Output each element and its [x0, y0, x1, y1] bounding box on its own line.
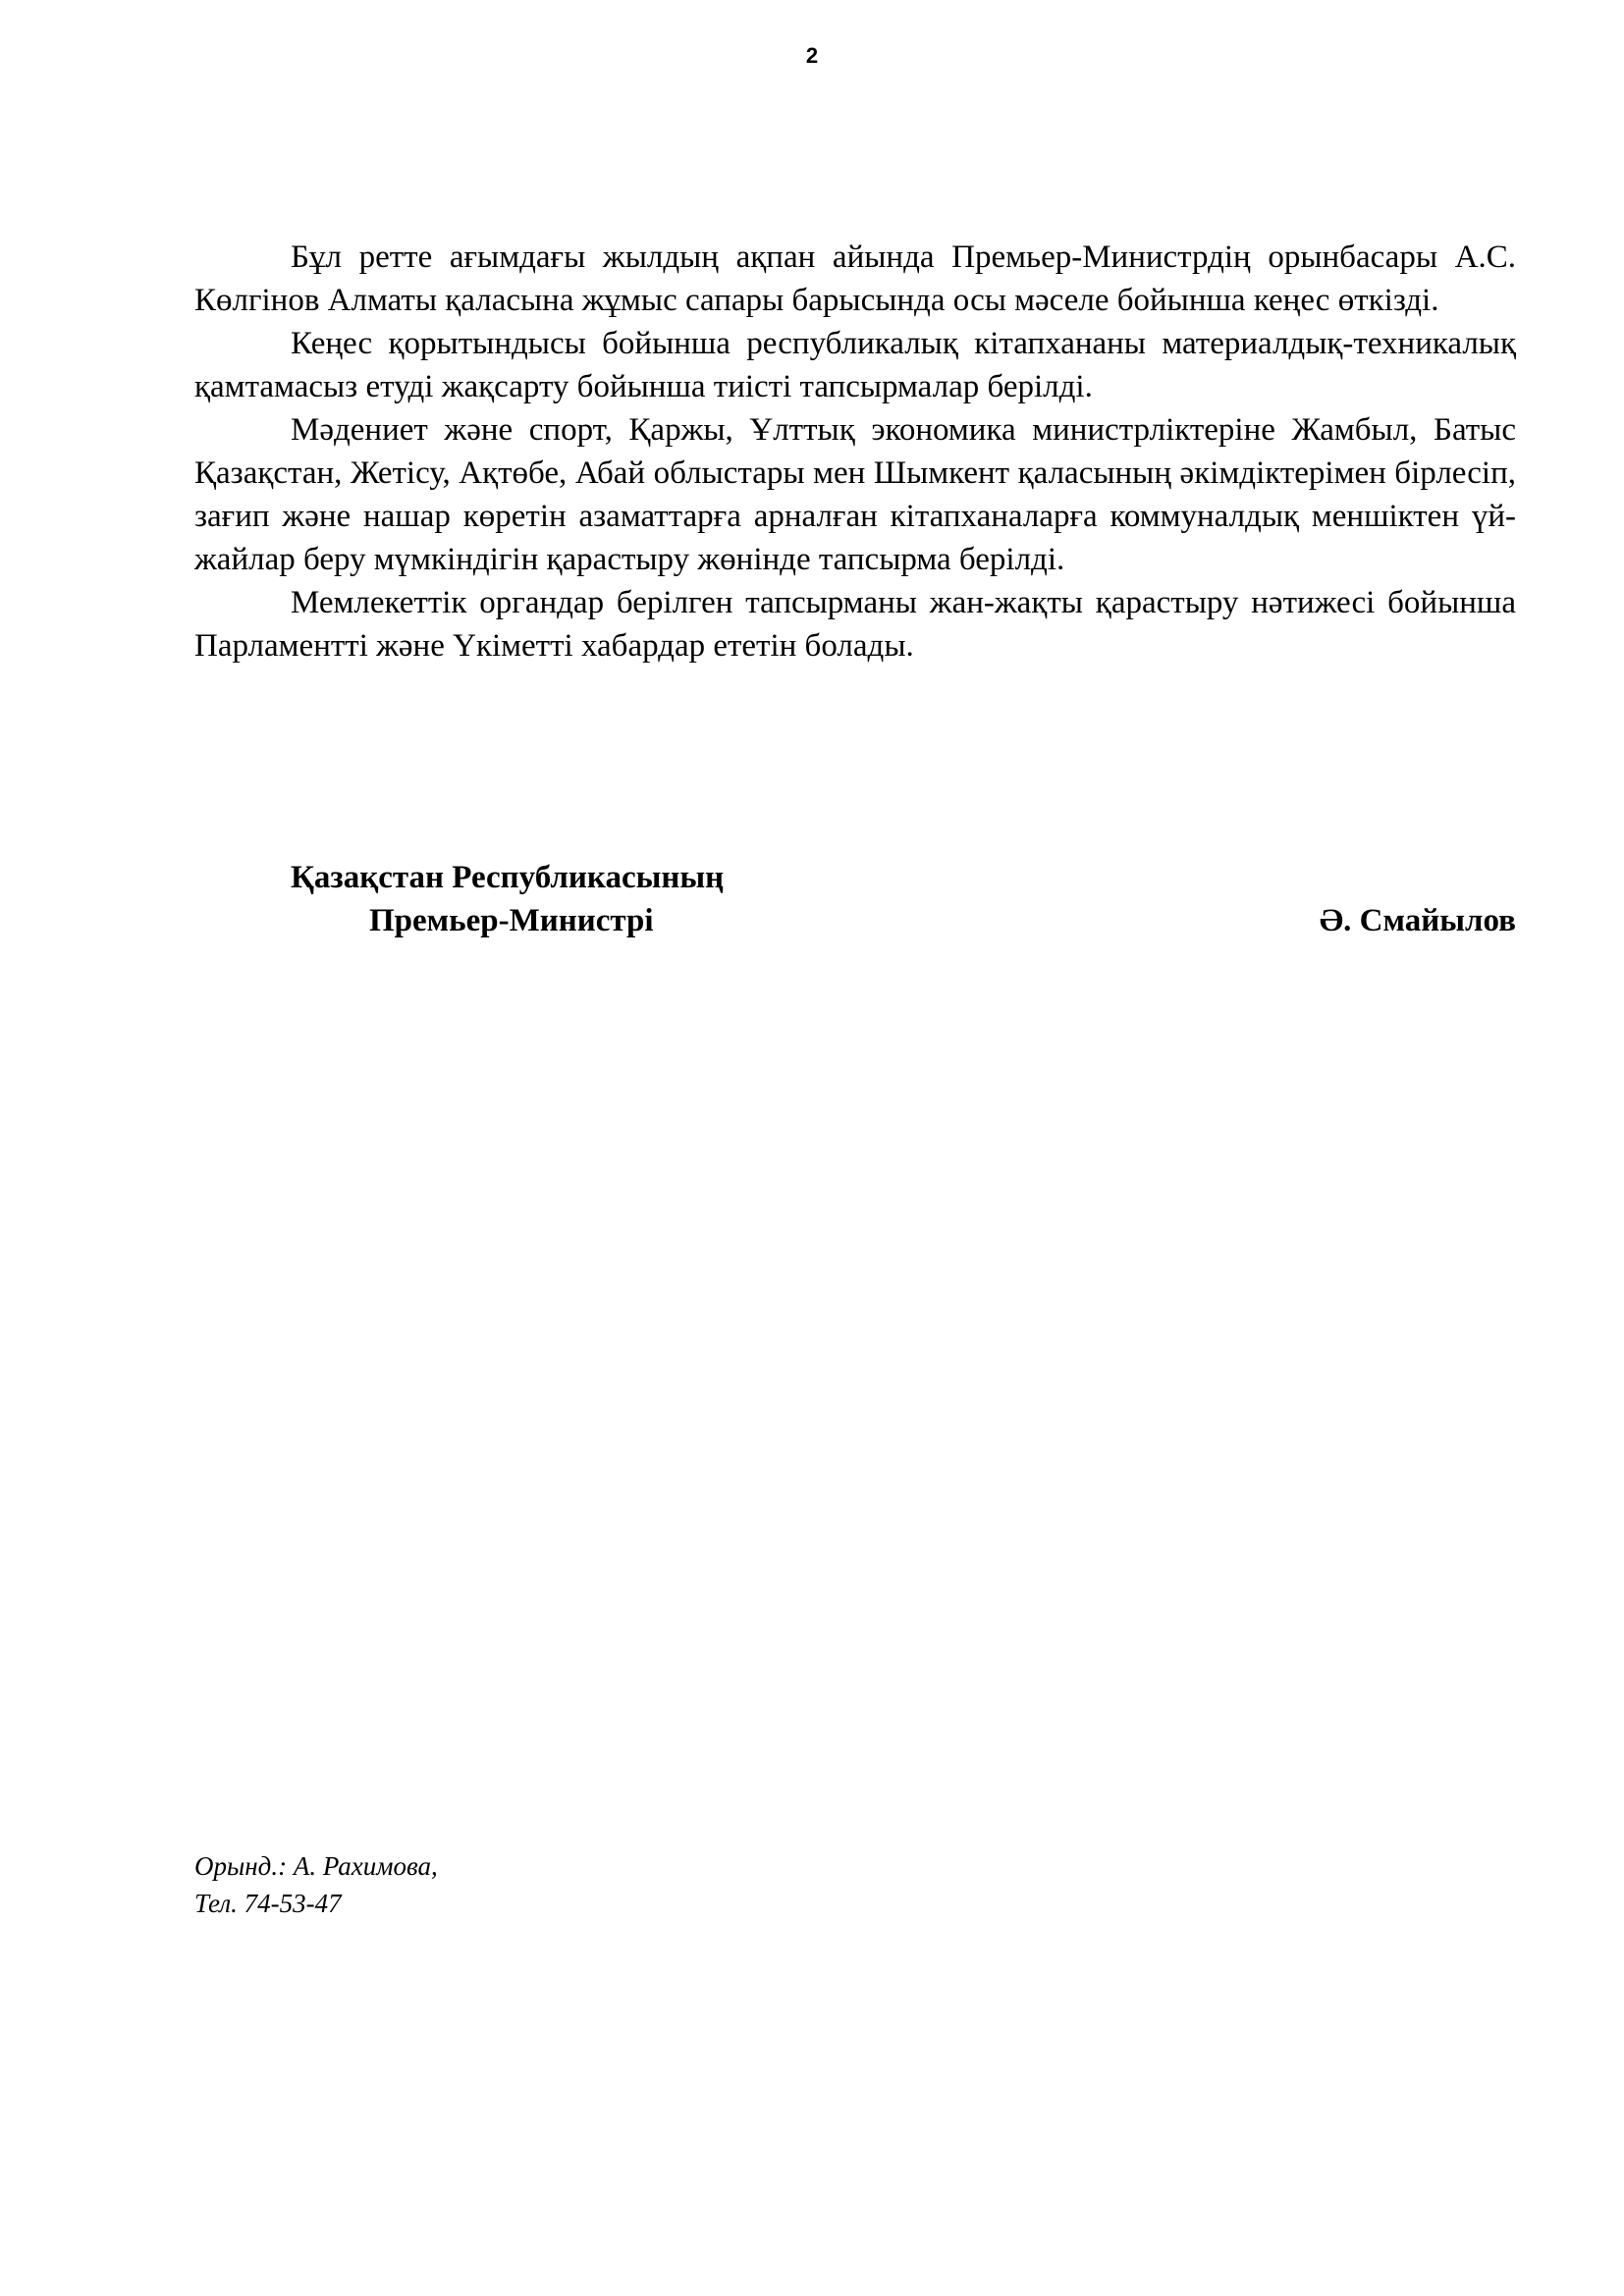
executor-info — [194, 1847, 438, 1922]
signature-block — [194, 856, 1516, 954]
signatory-position: Премьер-Министрі — [369, 903, 654, 938]
signatory-name: Ә. Смайылов — [1319, 903, 1516, 938]
paragraph-state-bodies: Мемлекеттік органдар берілген тапсырманы жан-жақты қарастыру нәтижесі бойынша Парламентті және Үкіметті хабардар ететін болады. — [194, 585, 1516, 664]
paragraph-ministries-task: Мәдениет және спорт, Қаржы, Ұлттық экономика министрліктеріне Жамбыл, Батыс Қазақстан, Жетісу, Ақтөбе, Абай облыстары мен Шымкент қаласының әкімдіктерімен бірлесіп, зағип және нашар көретін азаматтарға арналған кітапханаларға коммуналдық меншіктен үй-жайлар беру мүмкіндігін қарастыру жөнінде тапсырма берілді. — [194, 412, 1516, 577]
executor-name: Орынд.: А. Рахимова, — [194, 1851, 438, 1881]
signatory-organization: Қазақстан Республикасының — [291, 860, 725, 895]
paragraph-meeting: Бұл ретте ағымдағы жылдың ақпан айында Премьер-Министрдің орынбасары А.С. Көлгінов Алматы қаласына жұмыс сапары барысында осы мәселе бойынша кеңес өткізді. — [194, 240, 1516, 318]
page-number: 2 — [805, 43, 819, 68]
paragraph-meeting-results: Кеңес қорытындысы бойынша республикалық кітапхананы материалдық-техникалық қамтамасыз етуді жақсарту бойынша тиісті тапсырмалар берілді. — [194, 326, 1516, 404]
letter-body — [194, 236, 1516, 667]
executor-phone: Тел. 74-53-47 — [194, 1889, 342, 1918]
